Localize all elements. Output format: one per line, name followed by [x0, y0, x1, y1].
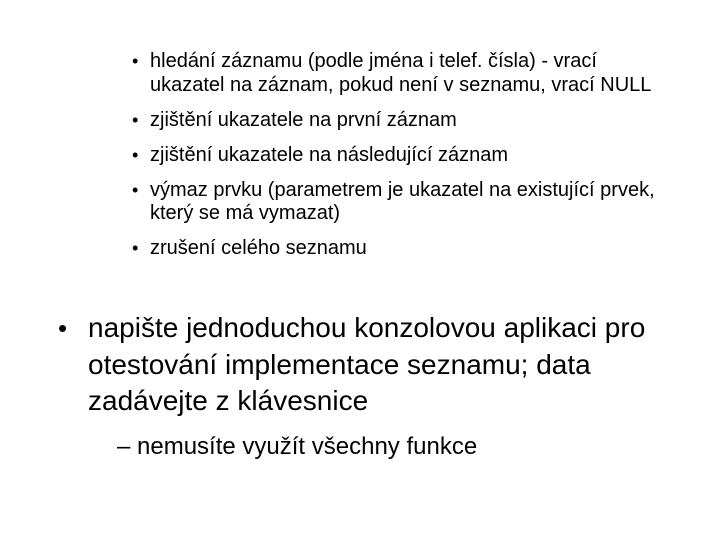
bullet-icon: • — [132, 238, 139, 258]
dash-bullet-list — [117, 432, 677, 462]
sub-bullet-text: výmaz prvku (parametrem je ukazatel na existující prvek, který se má vymazat) — [150, 178, 655, 224]
main-bullet-text: napište jednoduchou konzolovou aplikaci pro otestování implementace seznamu; data zadávejte z klávesnice — [88, 312, 646, 416]
main-bullet-list — [58, 310, 678, 420]
bullet-icon: • — [132, 109, 139, 130]
bullet-icon: • — [58, 313, 68, 343]
main-bullet-item — [58, 310, 678, 420]
sub-bullet-item — [132, 109, 672, 133]
bullet-icon: • — [132, 144, 139, 165]
sub-bullet-text: zjištění ukazatele na následující záznam — [150, 143, 508, 166]
sub-bullet-text: zrušení celého seznamu — [150, 237, 367, 259]
dash-bullet-text: – nemusíte využít všechny funkce — [117, 433, 478, 460]
sub-bullet-text: hledání záznamu (podle jména i telef. čísla) - vrací ukazatel na záznam, pokud není v seznamu, vrací NULL — [150, 50, 652, 96]
sub-bullet-item — [132, 237, 672, 261]
sub-bullet-text: zjištění ukazatele na první záznam — [150, 108, 457, 131]
sub-bullet-item — [132, 50, 672, 97]
sub-bullet-item — [132, 144, 672, 168]
sub-bullet-list — [132, 50, 672, 272]
bullet-icon: • — [132, 51, 139, 71]
bullet-icon: • — [132, 179, 139, 200]
sub-bullet-item — [132, 179, 672, 226]
dash-bullet-item — [117, 432, 677, 462]
